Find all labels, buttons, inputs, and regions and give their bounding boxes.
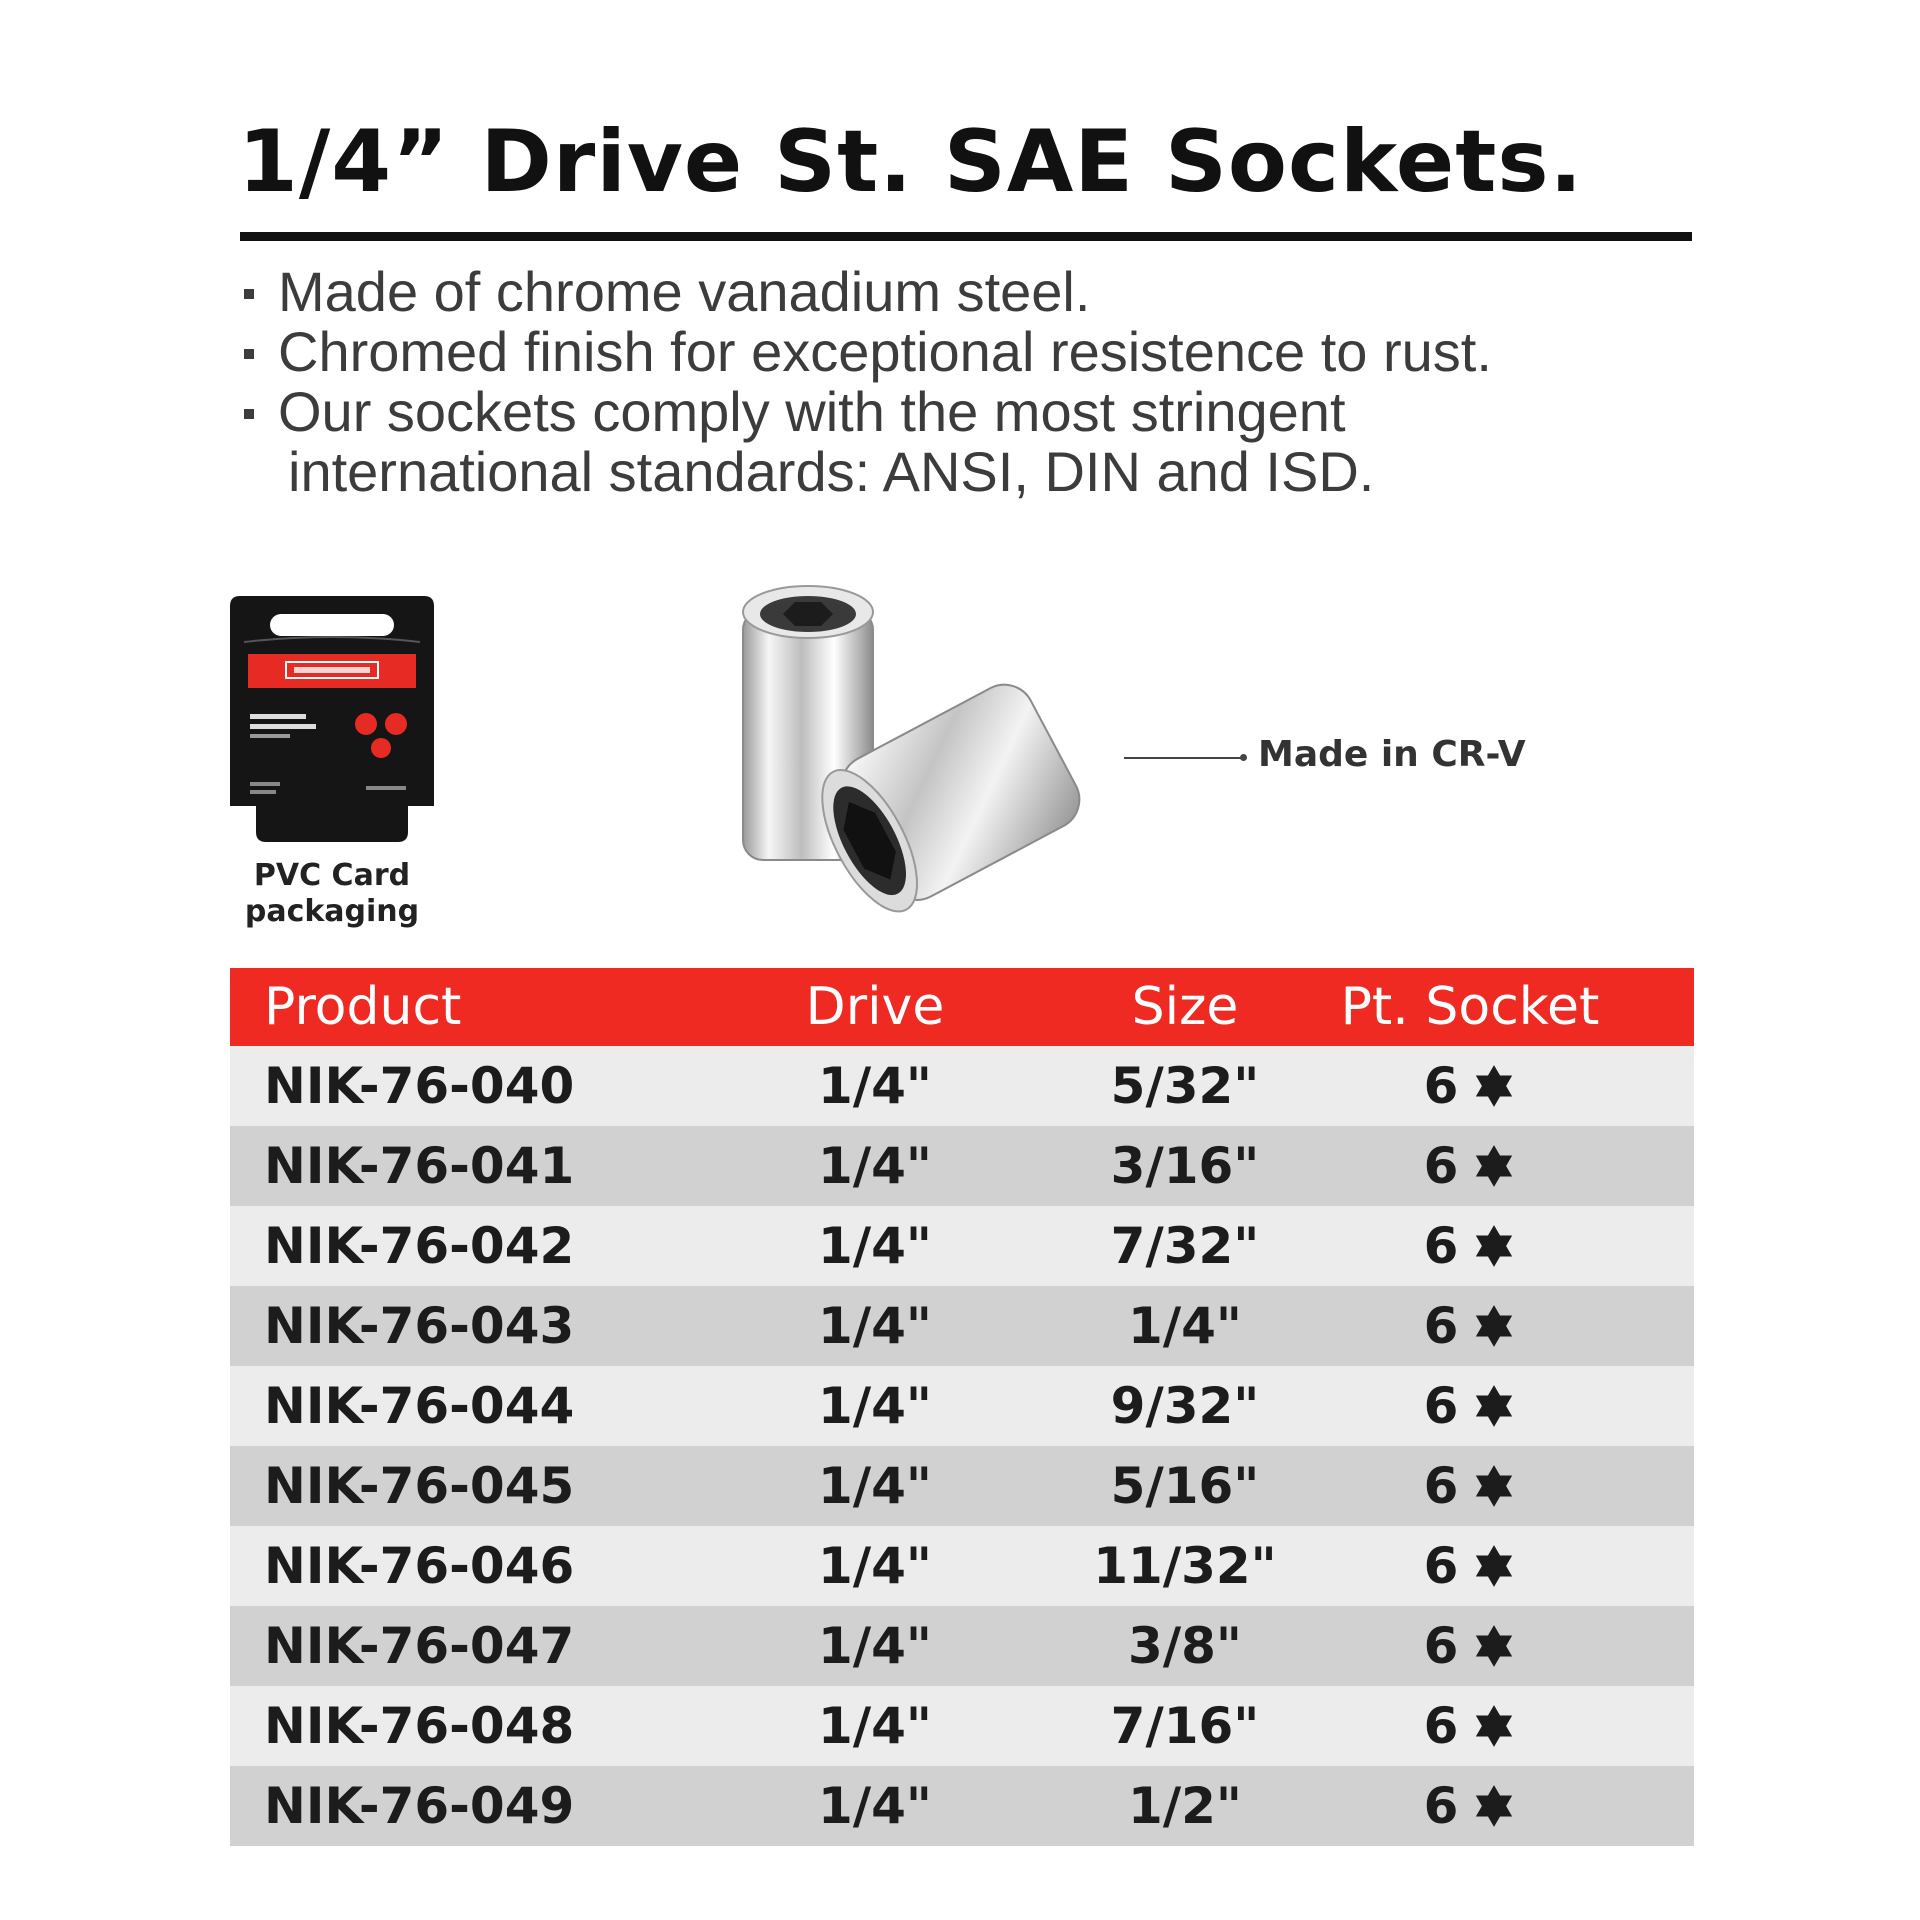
socket-size: 9/32" [1110,1377,1260,1435]
drive-size: 1/4" [818,1297,932,1355]
callout-dot [1240,754,1247,761]
header-size: Size [1131,977,1239,1037]
packaging-label: PVC Card packaging [244,858,420,929]
point-count: 6 [1335,1446,1605,1526]
drive-size: 1/4" [818,1697,932,1755]
header-product: Product [264,977,462,1037]
point-count: 6 [1335,1766,1605,1846]
table-row [230,1606,1694,1686]
drive-size: 1/4" [818,1057,932,1115]
drive-size: 1/4" [818,1457,932,1515]
page-title: 1/4” Drive St. SAE Sockets. [238,112,1584,212]
table-row [230,1206,1694,1286]
product-code: NIK-76-049 [264,1777,575,1835]
product-code: NIK-76-047 [264,1617,575,1675]
table-row [230,1686,1694,1766]
socket-size: 7/32" [1110,1217,1260,1275]
six-point-star-icon [1472,1064,1516,1108]
six-point-star-icon [1472,1384,1516,1428]
product-code: NIK-76-046 [264,1537,575,1595]
product-code: NIK-76-045 [264,1457,575,1515]
callout-line [1124,757,1242,759]
drive-size: 1/4" [818,1537,932,1595]
six-point-star-icon [1472,1624,1516,1668]
socket-product-image [735,580,1125,930]
product-code: NIK-76-048 [264,1697,575,1755]
feature-item: Chromed finish for exceptional resistence to rust. [240,322,1492,382]
socket-size: 3/8" [1128,1617,1242,1675]
product-code: NIK-76-042 [264,1217,575,1275]
six-point-star-icon [1472,1784,1516,1828]
feature-item: Our sockets comply with the most stringent international standards: ANSI, DIN and ISD. [240,382,1492,502]
point-count: 6 [1335,1046,1605,1126]
point-count: 6 [1335,1606,1605,1686]
header-drive: Drive [805,977,945,1037]
table-row [230,1766,1694,1846]
socket-size: 5/16" [1110,1457,1260,1515]
table-row [230,1126,1694,1206]
point-count: 6 [1335,1286,1605,1366]
point-count: 6 [1335,1126,1605,1206]
product-code: NIK-76-044 [264,1377,575,1435]
socket-size: 1/2" [1128,1777,1242,1835]
feature-item: Made of chrome vanadium steel. [240,262,1492,322]
drive-size: 1/4" [818,1377,932,1435]
point-count: 6 [1335,1686,1605,1766]
socket-size: 5/32" [1110,1057,1260,1115]
pvc-card-packaging-image [230,596,434,842]
six-point-star-icon [1472,1304,1516,1348]
six-point-star-icon [1472,1144,1516,1188]
drive-size: 1/4" [818,1777,932,1835]
drive-size: 1/4" [818,1217,932,1275]
table-row [230,1366,1694,1446]
point-count: 6 [1335,1366,1605,1446]
feature-list [240,262,1492,502]
six-point-star-icon [1472,1704,1516,1748]
six-point-star-icon [1472,1224,1516,1268]
table-row [230,1046,1694,1126]
point-count: 6 [1335,1206,1605,1286]
table-header [230,968,1694,1046]
product-code: NIK-76-040 [264,1057,575,1115]
socket-size: 11/32" [1093,1537,1277,1595]
six-point-star-icon [1472,1544,1516,1588]
point-count: 6 [1335,1526,1605,1606]
socket-size: 3/16" [1110,1137,1260,1195]
table-row [230,1526,1694,1606]
drive-size: 1/4" [818,1617,932,1675]
product-table [230,968,1694,1846]
six-point-star-icon [1472,1464,1516,1508]
drive-size: 1/4" [818,1137,932,1195]
socket-size: 1/4" [1128,1297,1242,1355]
table-body [230,1046,1694,1846]
socket-size: 7/16" [1110,1697,1260,1755]
material-callout: Made in CR-V [1258,734,1526,775]
product-code: NIK-76-043 [264,1297,575,1355]
product-code: NIK-76-041 [264,1137,575,1195]
table-row [230,1446,1694,1526]
table-row [230,1286,1694,1366]
header-pt-socket: Pt. Socket [1340,977,1600,1037]
title-divider [240,232,1692,241]
